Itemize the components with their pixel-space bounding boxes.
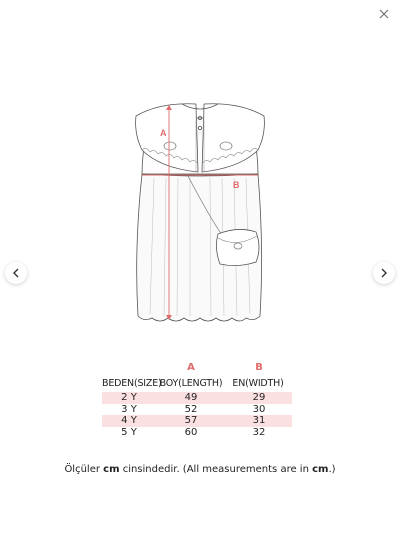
letter-a: A <box>187 362 195 373</box>
note-text-3: .) <box>328 464 336 475</box>
note-text-2: cinsindedir. (All measurements are in <box>119 464 313 475</box>
close-icon <box>379 9 389 19</box>
next-image-button[interactable] <box>373 262 395 284</box>
width-cell: 32 <box>252 426 266 438</box>
empty-cell <box>102 362 156 376</box>
letter-b: B <box>255 362 263 373</box>
table-row <box>102 404 292 416</box>
header-width: EN(WIDTH) <box>232 378 284 390</box>
header-size: BEDEN(SIZE) <box>102 378 162 390</box>
size-cell: 2 Y <box>121 392 137 403</box>
note-text-1: Ölçüler <box>64 464 104 475</box>
size-cell: 3 Y <box>121 403 137 415</box>
dress-sketch <box>120 98 280 326</box>
measurement-note <box>0 464 400 475</box>
crossbody-bag <box>216 229 259 265</box>
length-cell: 52 <box>184 403 198 415</box>
width-cell: 31 <box>252 415 266 426</box>
width-cell: 29 <box>252 392 266 403</box>
chevron-right-icon <box>380 268 388 278</box>
close-button[interactable] <box>376 6 392 22</box>
length-cell: 57 <box>184 415 198 426</box>
previous-image-button[interactable] <box>5 262 27 284</box>
measure-label-b: B <box>233 180 240 190</box>
size-chart-table <box>102 362 292 438</box>
table-letter-row <box>102 362 292 376</box>
table-header-row <box>102 376 292 392</box>
chevron-left-icon <box>12 268 20 278</box>
size-cell: 5 Y <box>121 426 137 438</box>
table-row <box>102 415 292 427</box>
table-row <box>102 427 292 439</box>
length-cell: 49 <box>184 392 198 403</box>
note-unit-1: cm <box>103 464 120 475</box>
measure-label-a: A <box>160 128 167 138</box>
width-cell: 30 <box>252 403 266 415</box>
table-row <box>102 392 292 404</box>
length-cell: 60 <box>184 426 198 438</box>
size-cell: 4 Y <box>121 415 137 426</box>
note-unit-2: cm <box>312 464 329 475</box>
header-length: BOY(LENGTH) <box>159 378 223 390</box>
